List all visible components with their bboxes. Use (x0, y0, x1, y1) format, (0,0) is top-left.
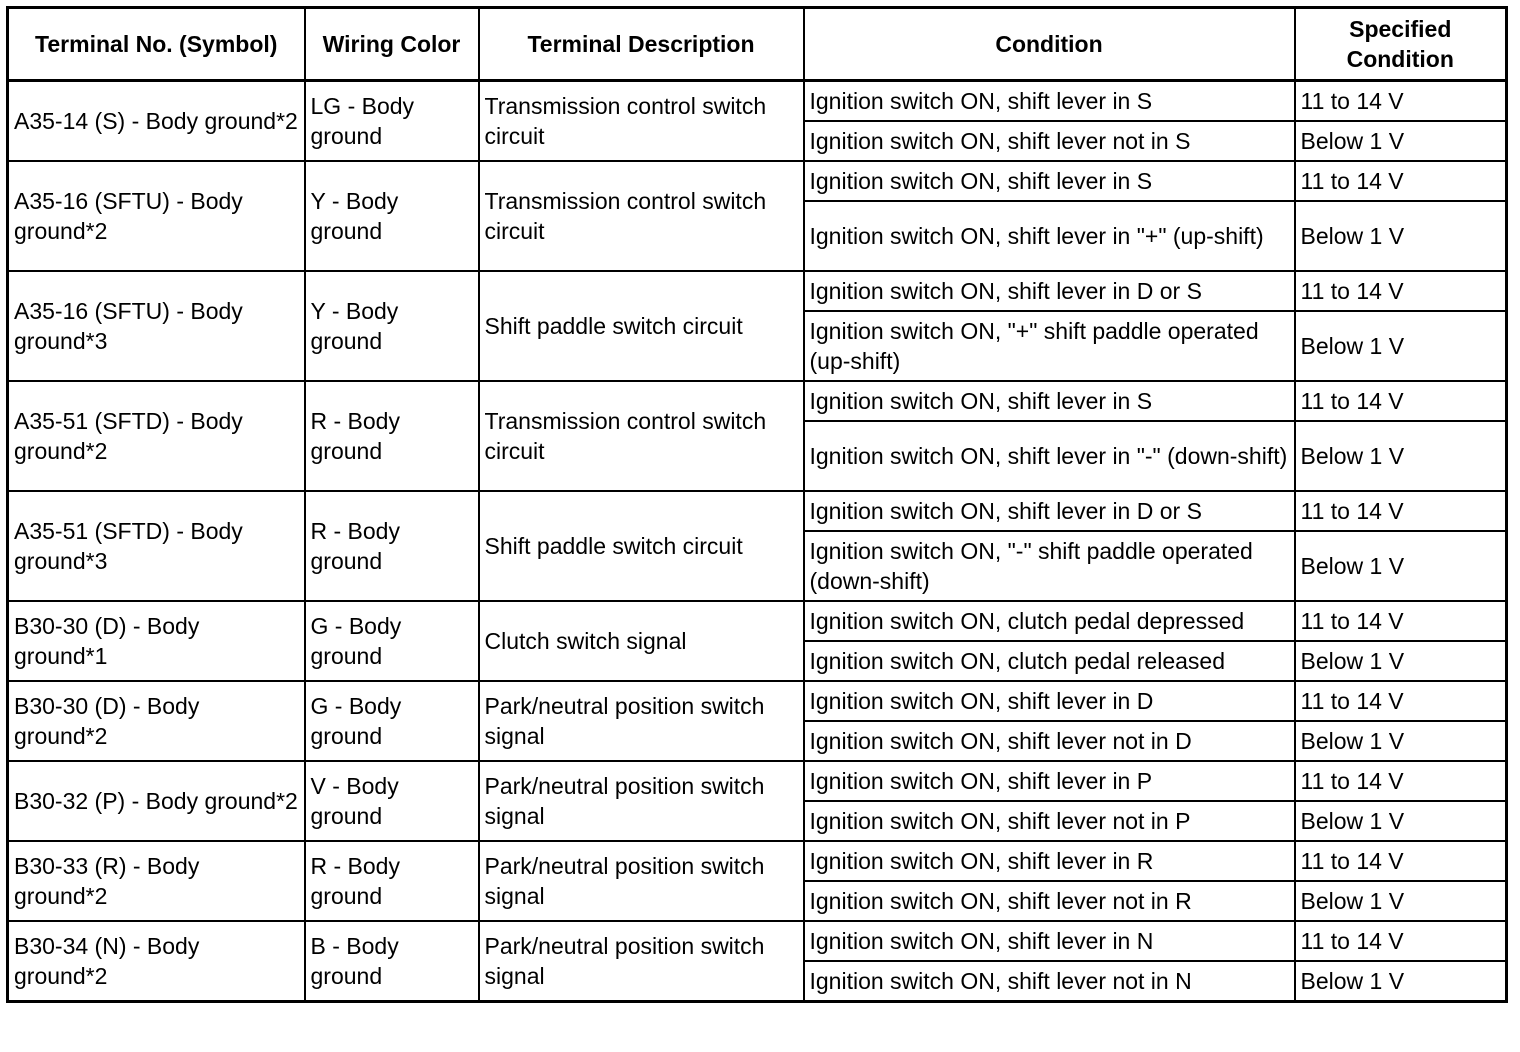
terminal-cell: B30-32 (P) - Body ground*2 (8, 761, 305, 841)
specified-cell: Below 1 V (1295, 721, 1507, 761)
wiring-color-cell: B - Body ground (305, 921, 479, 1002)
specified-cell: Below 1 V (1295, 421, 1507, 491)
specified-cell: Below 1 V (1295, 641, 1507, 681)
specified-cell: 11 to 14 V (1295, 601, 1507, 641)
condition-cell: Ignition switch ON, shift lever in "-" (down-shift) (804, 421, 1295, 491)
specified-cell: 11 to 14 V (1295, 681, 1507, 721)
description-cell: Park/neutral position switch signal (479, 841, 804, 921)
condition-cell: Ignition switch ON, shift lever in P (804, 761, 1295, 801)
condition-cell: Ignition switch ON, shift lever in N (804, 921, 1295, 961)
header-terminal-description: Terminal Description (479, 8, 804, 81)
description-cell: Shift paddle switch circuit (479, 491, 804, 601)
specified-cell: 11 to 14 V (1295, 271, 1507, 311)
table-row (8, 81, 1507, 122)
condition-cell: Ignition switch ON, shift lever in S (804, 381, 1295, 421)
description-cell: Park/neutral position switch signal (479, 681, 804, 761)
condition-cell: Ignition switch ON, shift lever in D (804, 681, 1295, 721)
condition-cell: Ignition switch ON, shift lever not in P (804, 801, 1295, 841)
condition-cell: Ignition switch ON, "+" shift paddle operated (up-shift) (804, 311, 1295, 381)
terminal-cell: A35-16 (SFTU) - Body ground*2 (8, 161, 305, 271)
specified-cell: Below 1 V (1295, 961, 1507, 1002)
wiring-color-cell: R - Body ground (305, 381, 479, 491)
table-row (8, 161, 1507, 201)
condition-cell: Ignition switch ON, shift lever in D or S (804, 491, 1295, 531)
condition-cell: Ignition switch ON, shift lever in S (804, 81, 1295, 122)
specified-cell: 11 to 14 V (1295, 921, 1507, 961)
terminal-spec-table (6, 6, 1508, 1003)
specified-cell: Below 1 V (1295, 881, 1507, 921)
specified-cell: Below 1 V (1295, 121, 1507, 161)
condition-cell: Ignition switch ON, shift lever not in S (804, 121, 1295, 161)
terminal-cell: A35-51 (SFTD) - Body ground*2 (8, 381, 305, 491)
header-wiring-color: Wiring Color (305, 8, 479, 81)
terminal-cell: B30-30 (D) - Body ground*2 (8, 681, 305, 761)
condition-cell: Ignition switch ON, shift lever not in D (804, 721, 1295, 761)
description-cell: Transmission control switch circuit (479, 161, 804, 271)
wiring-color-cell: Y - Body ground (305, 161, 479, 271)
specified-cell: 11 to 14 V (1295, 761, 1507, 801)
wiring-color-cell: G - Body ground (305, 681, 479, 761)
condition-cell: Ignition switch ON, shift lever in R (804, 841, 1295, 881)
header-terminal: Terminal No. (Symbol) (8, 8, 305, 81)
table-row (8, 681, 1507, 721)
wiring-color-cell: V - Body ground (305, 761, 479, 841)
condition-cell: Ignition switch ON, shift lever in S (804, 161, 1295, 201)
table-row (8, 491, 1507, 531)
condition-cell: Ignition switch ON, shift lever in "+" (up-shift) (804, 201, 1295, 271)
wiring-color-cell: LG - Body ground (305, 81, 479, 162)
header-condition: Condition (804, 8, 1295, 81)
specified-cell: Below 1 V (1295, 531, 1507, 601)
terminal-cell: B30-34 (N) - Body ground*2 (8, 921, 305, 1002)
table-row (8, 841, 1507, 881)
specified-cell: 11 to 14 V (1295, 491, 1507, 531)
wiring-color-cell: Y - Body ground (305, 271, 479, 381)
condition-cell: Ignition switch ON, clutch pedal depressed (804, 601, 1295, 641)
description-cell: Clutch switch signal (479, 601, 804, 681)
description-cell: Park/neutral position switch signal (479, 921, 804, 1002)
terminal-cell: B30-33 (R) - Body ground*2 (8, 841, 305, 921)
condition-cell: Ignition switch ON, shift lever in D or S (804, 271, 1295, 311)
wiring-color-cell: R - Body ground (305, 841, 479, 921)
specified-cell: 11 to 14 V (1295, 81, 1507, 122)
header-specified-condition: Specified Condition (1295, 8, 1507, 81)
header-row (8, 8, 1507, 81)
condition-cell: Ignition switch ON, clutch pedal released (804, 641, 1295, 681)
wiring-color-cell: R - Body ground (305, 491, 479, 601)
wiring-color-cell: G - Body ground (305, 601, 479, 681)
description-cell: Transmission control switch circuit (479, 81, 804, 162)
condition-cell: Ignition switch ON, shift lever not in N (804, 961, 1295, 1002)
table-row (8, 761, 1507, 801)
terminal-cell: B30-30 (D) - Body ground*1 (8, 601, 305, 681)
description-cell: Shift paddle switch circuit (479, 271, 804, 381)
condition-cell: Ignition switch ON, shift lever not in R (804, 881, 1295, 921)
specified-cell: 11 to 14 V (1295, 381, 1507, 421)
table-row (8, 921, 1507, 961)
description-cell: Park/neutral position switch signal (479, 761, 804, 841)
specified-cell: Below 1 V (1295, 801, 1507, 841)
specified-cell: Below 1 V (1295, 201, 1507, 271)
specified-cell: 11 to 14 V (1295, 841, 1507, 881)
table-row (8, 271, 1507, 311)
terminal-cell: A35-14 (S) - Body ground*2 (8, 81, 305, 162)
terminal-cell: A35-16 (SFTU) - Body ground*3 (8, 271, 305, 381)
specified-cell: 11 to 14 V (1295, 161, 1507, 201)
table-row (8, 381, 1507, 421)
description-cell: Transmission control switch circuit (479, 381, 804, 491)
table-row (8, 601, 1507, 641)
specified-cell: Below 1 V (1295, 311, 1507, 381)
condition-cell: Ignition switch ON, "-" shift paddle operated (down-shift) (804, 531, 1295, 601)
terminal-cell: A35-51 (SFTD) - Body ground*3 (8, 491, 305, 601)
